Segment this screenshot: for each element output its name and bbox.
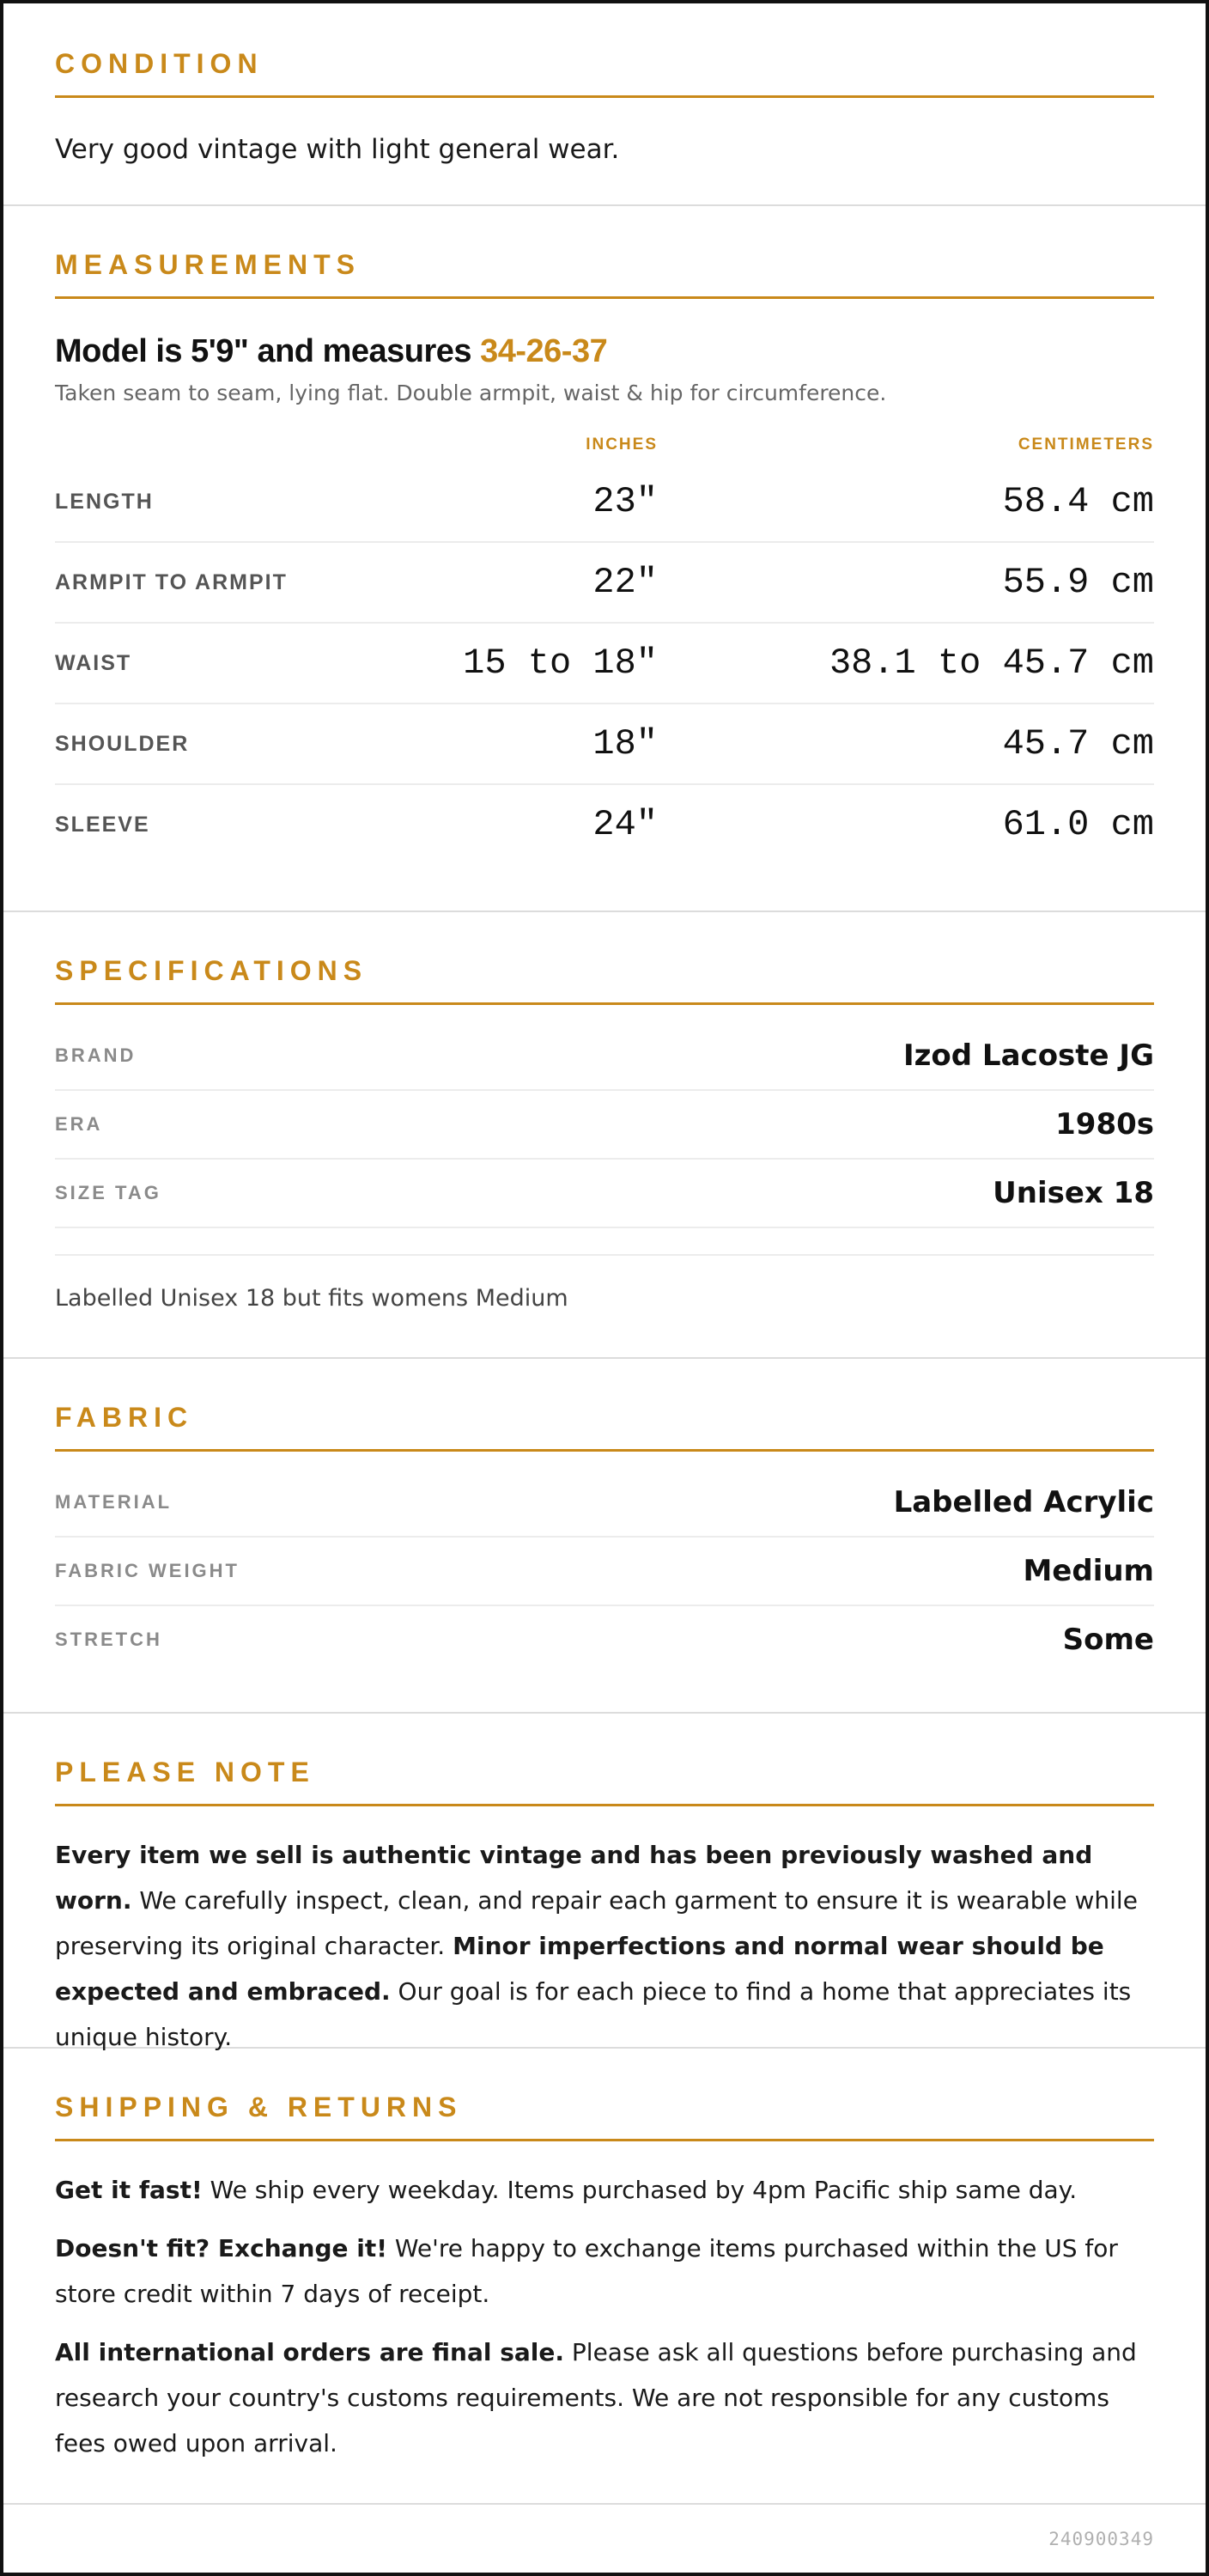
- fabric-row-stretch: [55, 1606, 1154, 1673]
- measurement-inches: 18": [592, 723, 658, 764]
- spec-label: FABRIC WEIGHT: [55, 1560, 240, 1581]
- spec-value: Labelled Acrylic: [893, 1485, 1154, 1519]
- specifications-section: [3, 912, 1206, 1359]
- measurements-table: [55, 428, 1154, 864]
- size-note: Labelled Unisex 18 but fits womens Medium: [55, 1254, 1154, 1312]
- condition-section: [3, 3, 1206, 206]
- please-note-title: PLEASE NOTE: [55, 1757, 1154, 1806]
- fabric-section: [3, 1359, 1206, 1714]
- measurements-header-row: [55, 428, 1154, 462]
- measurement-cm: 38.1 to 45.7 cm: [829, 642, 1154, 684]
- inches-column-header: INCHES: [586, 435, 658, 454]
- fabric-list: [55, 1469, 1154, 1673]
- spec-value: Izod Lacoste JG: [902, 1038, 1154, 1073]
- please-note-section: [3, 1714, 1206, 2049]
- shipping-item-international: [55, 2329, 1154, 2466]
- please-note-text: [55, 1832, 1154, 2060]
- shipping-bold: All international orders are final sale.: [55, 2338, 565, 2366]
- spec-value: Medium: [1023, 1554, 1154, 1588]
- measurement-row-waist: [55, 624, 1154, 704]
- centimeters-column-header: CENTIMETERS: [1018, 435, 1154, 454]
- model-measures-prefix: Model is 5'9" and measures: [55, 333, 481, 369]
- spec-value: 1980s: [1055, 1107, 1154, 1142]
- footer: [3, 2503, 1206, 2573]
- spec-value: Some: [1062, 1623, 1154, 1657]
- spec-label: ERA: [55, 1113, 103, 1135]
- measurements-title: MEASUREMENTS: [55, 249, 1154, 299]
- shipping-text: Please ask all questions before purchasing and research your country's customs requirements. We are not responsible for any customs fees owed upon arrival.: [55, 2338, 1137, 2457]
- measurement-row-shoulder: [55, 704, 1154, 785]
- condition-title: CONDITION: [55, 48, 1154, 98]
- specifications-title: SPECIFICATIONS: [55, 955, 1154, 1005]
- spec-value: Unisex 18: [993, 1176, 1154, 1210]
- fabric-row-material: [55, 1469, 1154, 1538]
- note-text-2: Our goal is for each piece to find a home that appreciates its unique history.: [55, 1977, 1132, 2051]
- note-bold-2: Minor imperfections and normal wear should be expected and embraced.: [55, 1932, 1104, 2006]
- shipping-bold: Doesn't fit? Exchange it!: [55, 2234, 387, 2262]
- shipping-item-exchange: [55, 2226, 1154, 2317]
- measurement-cm: 61.0 cm: [1002, 804, 1154, 845]
- spec-row-brand: [55, 1022, 1154, 1091]
- measurement-label: WAIST: [55, 650, 132, 675]
- shipping-item-fast: [55, 2167, 1154, 2213]
- shipping-section: [3, 2049, 1206, 2503]
- note-bold-1: Every item we sell is authentic vintage and has been previously washed and worn.: [55, 1841, 1093, 1915]
- measurement-inches: 24": [592, 804, 658, 845]
- note-text-1: We carefully inspect, clean, and repair each garment to ensure it is wearable while preserving its original character.: [55, 1886, 1138, 1960]
- measurement-method-note: Taken seam to seam, lying flat. Double armpit, waist & hip for circumference.: [55, 381, 887, 405]
- spec-label: SIZE TAG: [55, 1182, 161, 1203]
- measurement-label: SHOULDER: [55, 731, 190, 756]
- model-measures-value: 34-26-37: [480, 333, 608, 369]
- measurement-row-length: [55, 462, 1154, 543]
- fabric-row-weight: [55, 1538, 1154, 1606]
- fabric-title: FABRIC: [55, 1402, 1154, 1452]
- measurement-cm: 45.7 cm: [1002, 723, 1154, 764]
- spec-row-era: [55, 1091, 1154, 1160]
- spec-label: MATERIAL: [55, 1491, 173, 1513]
- specifications-list: [55, 1022, 1154, 1228]
- measurement-inches: 15 to 18": [463, 642, 658, 684]
- shipping-text: We're happy to exchange items purchased within the US for store credit within 7 days of receipt.: [55, 2234, 1118, 2308]
- measurement-inches: 23": [592, 481, 658, 522]
- measurement-label: LENGTH: [55, 489, 154, 514]
- measurement-row-armpit: [55, 543, 1154, 624]
- measurement-inches: 22": [592, 562, 658, 603]
- condition-text: Very good vintage with light general wear.: [55, 134, 620, 165]
- measurement-cm: 55.9 cm: [1002, 562, 1154, 603]
- spec-row-size-tag: [55, 1160, 1154, 1228]
- measurement-label: ARMPIT TO ARMPIT: [55, 569, 288, 594]
- sku-number: 240900349: [1048, 2529, 1154, 2549]
- shipping-text: We ship every weekday. Items purchased by 4pm Pacific ship same day.: [202, 2176, 1078, 2204]
- measurement-cm: 58.4 cm: [1002, 481, 1154, 522]
- shipping-title: SHIPPING & RETURNS: [55, 2092, 1154, 2141]
- measurement-row-sleeve: [55, 785, 1154, 864]
- spec-label: BRAND: [55, 1044, 137, 1066]
- model-measures-heading: [55, 333, 1154, 370]
- shipping-bold: Get it fast!: [55, 2176, 203, 2204]
- measurements-section: [3, 206, 1206, 912]
- measurement-label: SLEEVE: [55, 812, 150, 837]
- spec-label: STRETCH: [55, 1629, 162, 1650]
- shipping-list: [55, 2167, 1154, 2466]
